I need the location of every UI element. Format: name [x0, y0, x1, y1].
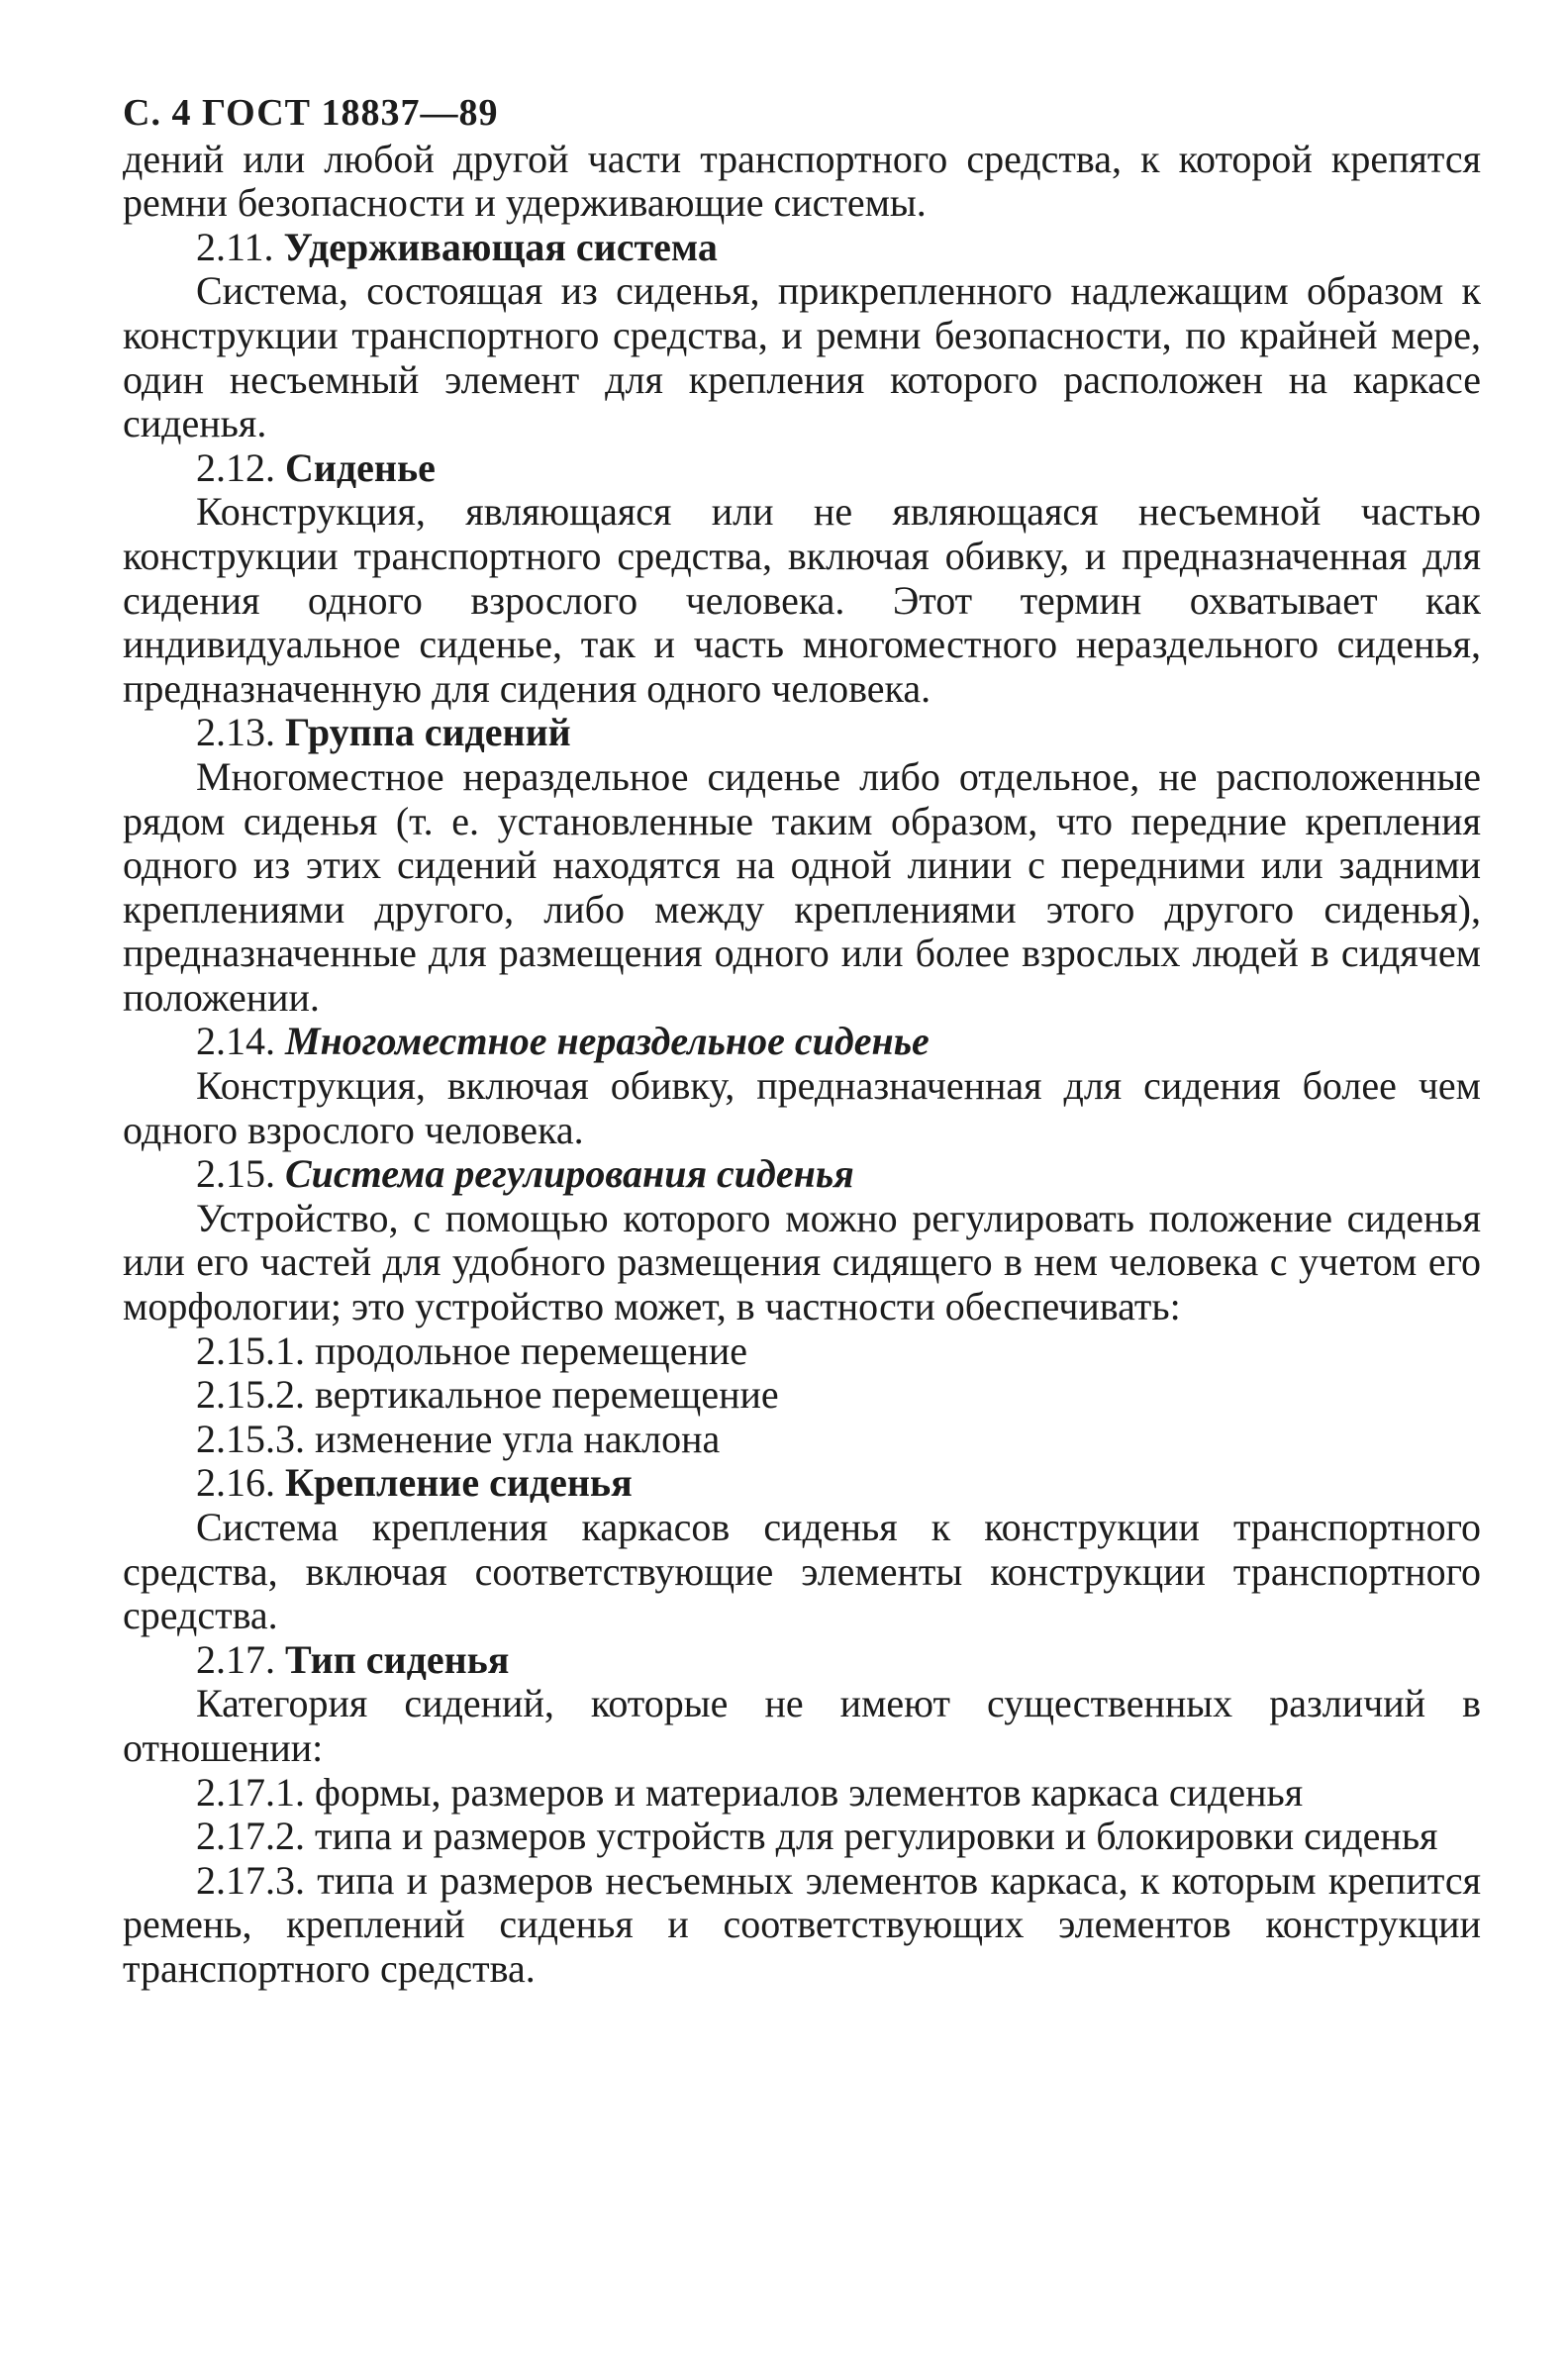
- page-header: С. 4 ГОСТ 18837—89: [123, 92, 499, 134]
- section-2-15-text: Устройство, с помощью которого можно регулировать положение сиденья или его частей для удобного размещения сидящего в нем человека с учетом его морфологии; это устройство может, в частности обеспечивать:: [123, 1195, 1481, 1329]
- section-2-17-text: Категория сидений, которые не имеют существенных различий в отношении:: [123, 1681, 1481, 1770]
- section-2-15-heading: [123, 1152, 1481, 1197]
- section-number: 2.15.: [196, 1151, 275, 1197]
- section-2-12-heading: [123, 446, 1481, 491]
- document-page: [123, 91, 1481, 1992]
- term-title: Система регулирования сиденья: [285, 1151, 854, 1197]
- section-number: 2.16.: [196, 1460, 275, 1506]
- term-title: Крепление сиденья: [285, 1460, 633, 1506]
- section-2-17-heading: [123, 1638, 1481, 1683]
- section-2-12-text: Конструкция, являющаяся или не являющаяся несъемной частью конструкции транспортного средства, включая обивку, и предназначенная для сидения одного взрослого человека. Этот термин охватывает как индивидуальное сиденье, так и часть многоместного нераздельного сиденья, предназначенную для сидения одного человека.: [123, 489, 1481, 711]
- term-title: Сиденье: [285, 444, 436, 490]
- section-2-16-text: Система крепления каркасов сиденья к конструкции транспортного средства, включая соответствующие элементы конструкции транспортного средства.: [123, 1505, 1481, 1638]
- section-number: 2.14.: [196, 1019, 275, 1064]
- section-number: 2.17.: [196, 1636, 275, 1682]
- section-number: 2.12.: [196, 444, 275, 490]
- section-number: 2.13.: [196, 710, 275, 755]
- list-item: 2.17.3. типа и размеров несъемных элементов каркаса, к которым крепится ремень, креплений сиденья и соответствующих элементов конструкции транспортного средства.: [123, 1857, 1481, 1991]
- term-title: Тип сиденья: [285, 1636, 510, 1682]
- term-title: Многоместное нераздельное сиденье: [285, 1019, 930, 1064]
- list-item: 2.15.2. вертикальное перемещение: [196, 1372, 779, 1418]
- list-item: 2.17.1. формы, размеров и материалов элементов каркаса сиденья: [196, 1769, 1304, 1815]
- section-2-11-heading: [123, 226, 1481, 270]
- section-2-13-heading: [123, 711, 1481, 755]
- section-2-11-text: Система, состоящая из сиденья, прикрепленного надлежащим образом к конструкции транспортного средства, и ремни безопасности, по крайней мере, один несъемный элемент для крепления которого расположен на каркасе сиденья.: [123, 268, 1481, 446]
- section-2-14-heading: [123, 1020, 1481, 1064]
- section-number: 2.11.: [196, 224, 274, 269]
- section-2-13-text: Многоместное нераздельное сиденье либо отдельное, не расположенные рядом сиденья (т. е. установленные таким образом, что передние крепления одного из этих сидений находятся на одной линии с передними или задними креплениями другого, либо между креплениями этого другого сиденья), предназначенные для размещения одного или более взрослых людей в сидячем положении.: [123, 753, 1481, 1020]
- term-title: Группа сидений: [285, 710, 571, 755]
- section-2-16-heading: [123, 1461, 1481, 1506]
- intro-paragraph: дений или любой другой части транспортного средства, к которой крепятся ремни безопасности и удерживающие системы.: [123, 136, 1481, 226]
- section-2-14-text: Конструкция, включая обивку, предназначенная для сидения более чем одного взрослого человека.: [123, 1063, 1481, 1152]
- list-item: 2.15.3. изменение угла наклона: [196, 1416, 721, 1461]
- list-item: 2.17.2. типа и размеров устройств для регулировки и блокировки сиденья: [196, 1814, 1438, 1859]
- term-title: Удерживающая система: [283, 224, 718, 269]
- list-item: 2.15.1. продольное перемещение: [196, 1327, 748, 1373]
